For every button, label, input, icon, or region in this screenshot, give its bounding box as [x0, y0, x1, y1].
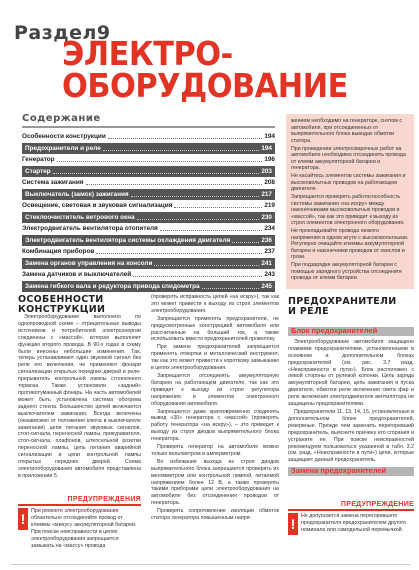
- toc-item-label: Замена органов управления на консоли: [25, 259, 153, 267]
- body-paragraph: Электрооборудование автомобиля защищено плавкими предохранителями, установленными в основном и дополнительном блоках предохранителей (см. рис. 3.7 разд. «Неисправности в пути»). Блок расположен с левой стороны от рулевой колонки. Цепь заряда аккумуляторной батареи, цепь зажигания и пуска двигателя, обмотки реле включения света фар и реле включения электродвигателя вентилятора не защищены предохранителями.: [288, 338, 414, 408]
- section-number: Раздел9: [14, 22, 111, 44]
- toc-item-label: Генератор: [22, 156, 55, 163]
- sidebar-paragraph: При проведении электросварочных работ на автомобиле необходимо отсоединять провода от клемм аккумуляторной батареи и генератора.: [291, 145, 406, 171]
- toc-item-page: 203: [261, 167, 272, 175]
- fuse-replacement-subheading: Замена предохранителей: [288, 467, 414, 476]
- toc-item-label: Особенности конструкции: [22, 133, 106, 140]
- warning-box-body: [288, 513, 414, 535]
- toc-item-page: 208: [264, 179, 275, 186]
- toc-item-page: 234: [264, 225, 275, 232]
- warning-box-text: [301, 513, 414, 535]
- fuse-block-subheading: Блок предохранителей: [288, 327, 414, 336]
- toc-item[interactable]: [22, 189, 275, 200]
- warnings-box-body: [18, 508, 141, 551]
- toc-leader-dots: [108, 134, 263, 139]
- fuses-heading-line2: И РЕЛЕ: [288, 306, 329, 317]
- sidebar-paragraph: Не прокладывайте провода низкого напряжения в одном жгуте с высоковольтными. Регулярно очищайте клеммы аккумуляторной батареи и наконечники проводов от окислов и грязи.: [291, 228, 409, 260]
- body-paragraph: Электрооборудование выполнено по однопроводной схеме – отрицательные выводы источников и потребителей электроэнергии соединены с «массой», которая выполняет функцию второго провода. В 90-х годах в схему были внесены небольшие изменения. Так, теперь устанавливают один звуковой сигнал без реле его включения, не применяют фонари сигнализации открытых передних дверей и реле-прерыватель контрольной лампы стояночного тормоза. Также установили «задний» противотуманный фонарь. На часть автомобилей может быть установлена система обогрева заднего стекла. Большинство цепей включается выключателем зажигания. Всегда включены (независимо от положения ключа в выключателе зажигания) цепи питания звуковых сигналов, стоп-сигнала, переносной лампы, прикуривателя, стоп-сигнала, плафонов, штепсельной розетки переносной лампы, цепь питания аварийной сигнализации и цепи контрольной лампы открытых передних дверей. Схема электрооборудования автомобиля представлена в приложении 5.: [18, 314, 141, 479]
- toc-leader-dots: [133, 272, 262, 277]
- toc-item-label: Выключатель (замок) зажигания: [25, 190, 129, 198]
- toc-item[interactable]: [22, 235, 275, 246]
- toc-item[interactable]: [22, 131, 275, 142]
- warnings-box: [18, 496, 141, 551]
- toc-heading: Содержание: [22, 113, 275, 128]
- toc-item[interactable]: [22, 177, 275, 188]
- warnings-heading: ПРЕДУПРЕЖДЕНИЯ: [67, 496, 141, 503]
- toc-item[interactable]: [22, 223, 275, 234]
- sidebar-paragraph: Не касайтесь элементов системы зажигания и высоковольтных проводов на работающем двигателе.: [291, 173, 406, 192]
- body-paragraph: Запрещается даже кратковременно соединять вывод «30» генератора с «массой» (проверять работу генератора «на искру»), – это приведет к выходу из строя диодов выпрямительного блока генератора.: [151, 408, 279, 443]
- warning-paragraph: При ремонте электрооборудования обязательно отсоединяйте провод от клеммы «минус» аккумуляторной батареи.: [31, 508, 137, 528]
- toc-leader-dots: [57, 157, 263, 162]
- warnings-sidebar: [286, 114, 414, 289]
- fuses-text: [288, 324, 414, 479]
- toc-item[interactable]: [22, 166, 275, 177]
- toc-item-page: 236: [261, 236, 272, 244]
- exclamation-icon: !: [18, 508, 28, 530]
- toc-item-label: Замена гибкого вала и редуктора привода спидометра: [25, 282, 200, 290]
- toc-item-page: 243: [264, 271, 275, 278]
- toc-leader-dots: [154, 261, 259, 266]
- toc-item-label: Комбинация приборов: [22, 248, 95, 255]
- toc-item-page: 245: [261, 282, 272, 290]
- toc-leader-dots: [160, 226, 263, 231]
- chapter-title: [62, 34, 348, 105]
- body-paragraph: Проверять генератор на автомобиле можно только вольтметром и амперметром.: [151, 444, 279, 457]
- toc-item-page: 194: [261, 144, 272, 152]
- toc-item[interactable]: [22, 258, 275, 269]
- exclamation-icon: !: [288, 513, 298, 535]
- toc-leader-dots: [232, 238, 259, 243]
- body-paragraph: (проверять исправность цепей «на искру»), так как это может привести к выходу из строя элементов электрооборудования.: [151, 294, 279, 314]
- body-paragraph: Запрещается применять предохранители, не предусмотренные конструкцией автомобиля или рассчитанные на больший ток, а также использовать вместо предохранителей проволоку.: [151, 315, 279, 343]
- chapter-title-line1: ЭЛЕКТРО-: [62, 34, 233, 73]
- body-paragraph: Запрещается отсоединять аккумуляторную батарею на работающем двигателе, так как это приведет к выходу из строя регулятора напряжения и элементов электронного оборудования автомобиля.: [151, 372, 279, 407]
- fuses-heading-line1: ПРЕДОХРАНИТЕЛИ: [288, 296, 397, 307]
- warning-box-header: [288, 501, 414, 511]
- toc-item-label: Предохранители и реле: [25, 144, 101, 152]
- table-of-contents: [22, 113, 275, 292]
- body-paragraph: Предохранители 11, 13, 14, 15, установленные в дополнительном блоке предохранителей, резервные. Прежде чем заменить перегоревший предохранитель, выясните причину его сгорания и устраните ее. При поиске неисправностей рекомендуем пользоваться указанной в табл. 3.2 (см. разд. «Неисправности в пути») цепи, которые защищает данный предохранитель.: [288, 408, 414, 464]
- features-heading-line1: ОСОБЕННОСТИ: [18, 294, 104, 305]
- sidebar-paragraph: При подзарядке аккумуляторной батареи с помощью зарядного устройства отсоедините провода от клемм батареи.: [291, 262, 402, 281]
- warning-paragraph: При поиске неисправности в цепях электрооборудования запрещается замыкать на «массу» провода: [31, 529, 119, 549]
- toc-item-page: 217: [261, 190, 272, 198]
- fuses-heading: [288, 297, 397, 317]
- toc-item[interactable]: [22, 143, 275, 154]
- toc-item[interactable]: [22, 154, 275, 165]
- body-paragraph: При замене предохранителей запрещается применять отвертки и металлический инструмент, так как это может привести к короткому замыканию в цепях электрооборудования.: [151, 344, 279, 372]
- toc-item-label: Замена датчиков и выключателей: [22, 271, 132, 278]
- toc-item-label: Стартер: [25, 167, 51, 175]
- warning-heading: ПРЕДУПРЕЖДЕНИЕ: [340, 501, 414, 508]
- toc-leader-dots: [103, 146, 260, 151]
- toc-item-page: 194: [264, 133, 275, 140]
- sidebar-paragraph: жением необходимо на генераторе, снятом с автомобиля, при отсоединенных от выпрямительного блока выводах обмотки статора.: [291, 118, 403, 144]
- toc-item-label: Электродвигатель вентилятора системы охлаждения двигателя: [25, 236, 231, 244]
- toc-leader-dots: [53, 169, 260, 174]
- sidebar-paragraph: Запрещается проверять работоспособность системы зажигания «на искру» между наконечниками высоковольтных проводов и «массой», так как это приведет к выходу из строя элементов электронного оборудования.: [291, 194, 405, 226]
- warnings-box-text: [31, 508, 141, 551]
- toc-item[interactable]: [22, 246, 275, 257]
- warnings-box-header: [18, 496, 141, 506]
- warning-box: [288, 501, 414, 535]
- middle-column: [151, 294, 279, 523]
- toc-item-page: 196: [264, 156, 275, 163]
- body-paragraph: Во избежание выхода из строя диодов выпрямительного блока запрещается проверять их мегомметром или контрольной лампой, питаемой напряжением более 12 В, а также проверять такими приборами цепи электрооборудования на автомобиле без отсоединения проводов от генератора.: [151, 458, 279, 507]
- toc-item[interactable]: [22, 200, 275, 211]
- body-paragraph: Проверять сопротивление изоляции обмоток статора генератора повышенным напря-: [151, 508, 279, 522]
- toc-item-label: Электродвигатель вентилятора отопителя: [22, 225, 158, 232]
- toc-leader-dots: [86, 180, 263, 185]
- toc-item-page: 219: [264, 202, 275, 209]
- toc-leader-dots: [174, 203, 262, 208]
- toc-leader-dots: [137, 215, 260, 220]
- features-heading-line2: КОНСТРУКЦИИ: [18, 304, 106, 315]
- features-heading: [18, 295, 105, 315]
- toc-item-page: 237: [264, 248, 275, 255]
- toc-item-page: 230: [261, 213, 272, 221]
- toc-item[interactable]: [22, 212, 275, 223]
- features-text: [18, 314, 141, 481]
- toc-leader-dots: [131, 192, 260, 197]
- toc-item-page: 241: [261, 259, 272, 267]
- toc-item-label: Система зажигания: [22, 179, 84, 186]
- toc-item[interactable]: [22, 281, 275, 292]
- chapter-title-line2: ОБОРУДОВАНИЕ: [62, 66, 348, 105]
- toc-leader-dots: [202, 284, 260, 289]
- toc-item-label: Стеклоочиститель ветрового окна: [25, 213, 135, 221]
- toc-item-label: Освещение, световая и звуковая сигнализация: [22, 202, 173, 209]
- page-divider: [10, 564, 410, 565]
- toc-item[interactable]: [22, 269, 275, 280]
- toc-leader-dots: [96, 249, 262, 254]
- warning-paragraph: Не допускается замена перегоревшего предохранителя предохранителем другого номинала или самодельной перемычкой.: [301, 513, 407, 533]
